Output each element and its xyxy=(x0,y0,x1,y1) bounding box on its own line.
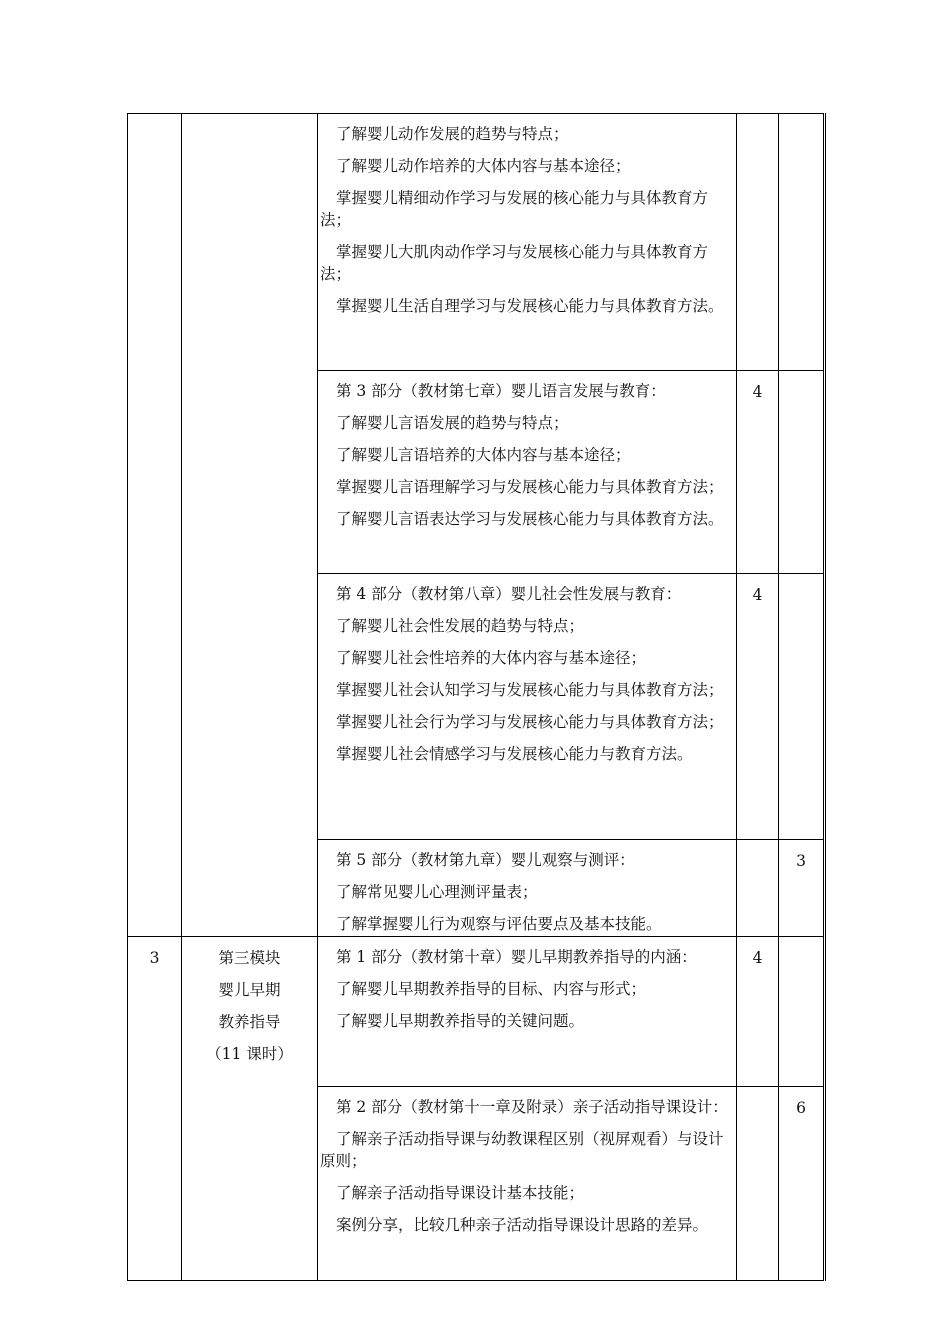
hours-cell-a xyxy=(737,840,779,937)
module-title-line: 第三模块 xyxy=(218,949,281,967)
hours-cell-b xyxy=(779,371,825,574)
hours-cell-a xyxy=(737,937,779,1087)
content-line: 掌握婴儿社会行为学习与发展核心能力与具体教育方法； xyxy=(336,713,724,731)
content-line: 案例分享，比较几种亲子活动指导课设计思路的差异。 xyxy=(336,1216,709,1234)
content-line: 第 5 部分（教材第九章）婴儿观察与测评： xyxy=(336,851,635,869)
content-line: 掌握婴儿大肌肉动作学习与发展核心能力与具体教育方法； xyxy=(320,243,709,283)
hours-value: 6 xyxy=(796,1099,806,1117)
content-line: 了解婴儿动作培养的大体内容与基本途径； xyxy=(336,157,631,175)
content-line: 掌握婴儿社会认知学习与发展核心能力与具体教育方法； xyxy=(336,681,724,699)
content-line: 了解亲子活动指导课与幼教课程区别（视屏观看）与设计原则； xyxy=(320,1130,724,1170)
hours-value: 4 xyxy=(752,383,763,401)
content-line: 第 1 部分（教材第十章）婴儿早期教养指导的内涵： xyxy=(336,948,697,966)
content-line: 了解婴儿动作发展的趋势与特点； xyxy=(336,125,569,143)
hours-value: 4 xyxy=(752,586,763,604)
content-line: 掌握婴儿言语理解学习与发展核心能力与具体教育方法； xyxy=(336,478,724,496)
content-line: 了解婴儿社会性发展的趋势与特点； xyxy=(336,617,585,635)
content-cell xyxy=(318,574,737,840)
content-line: 第 4 部分（教材第八章）婴儿社会性发展与教育： xyxy=(336,585,682,603)
content-line: 第 2 部分（教材第十一章及附录）亲子活动指导课设计： xyxy=(336,1098,728,1116)
content-line: 了解婴儿早期教养指导的目标、内容与形式； xyxy=(336,980,647,998)
content-line: 第 3 部分（教材第七章）婴儿语言发展与教育： xyxy=(336,382,666,400)
course-schedule-table xyxy=(127,113,826,1281)
module-cell xyxy=(182,937,318,1281)
hours-cell-b xyxy=(779,574,825,840)
index-cell xyxy=(128,937,182,1281)
hours-cell-b xyxy=(779,114,825,371)
content-cell xyxy=(318,1087,737,1281)
content-cell xyxy=(318,840,737,937)
module-title-line: 教养指导 xyxy=(218,1013,281,1031)
hours-value xyxy=(737,114,778,124)
content-line: 掌握婴儿生活自理学习与发展核心能力与具体教育方法。 xyxy=(336,297,724,315)
hours-cell-a xyxy=(737,574,779,840)
hours-cell-a xyxy=(737,1087,779,1281)
hours-value xyxy=(779,371,823,381)
hours-value: 4 xyxy=(752,949,763,967)
hours-value xyxy=(737,840,778,850)
module-title-line: （11 课时） xyxy=(206,1045,293,1063)
content-line: 了解婴儿社会性培养的大体内容与基本途径； xyxy=(336,649,647,667)
content-line: 了解掌握婴儿行为观察与评估要点及基本技能。 xyxy=(336,915,662,933)
content-cell xyxy=(318,371,737,574)
module-index: 3 xyxy=(149,949,160,967)
content-cell xyxy=(318,114,737,371)
hours-value xyxy=(779,937,823,947)
hours-cell-b xyxy=(779,840,825,937)
content-line: 了解常见婴儿心理测评量表； xyxy=(336,883,538,901)
content-line: 掌握婴儿社会情感学习与发展核心能力与教育方法。 xyxy=(336,745,693,763)
table-row xyxy=(128,937,825,1087)
hours-value: 3 xyxy=(796,852,806,870)
hours-value xyxy=(779,114,823,124)
content-line: 掌握婴儿精细动作学习与发展的核心能力与具体教育方法； xyxy=(320,189,709,229)
hours-value xyxy=(737,1087,778,1097)
index-cell xyxy=(128,114,182,937)
table-row xyxy=(128,114,825,371)
content-line: 了解亲子活动指导课设计基本技能； xyxy=(336,1184,585,1202)
module-title-line: 婴儿早期 xyxy=(218,981,281,999)
content-line: 了解婴儿言语发展的趋势与特点； xyxy=(336,414,569,432)
hours-cell-b xyxy=(779,937,825,1087)
hours-cell-a xyxy=(737,114,779,371)
hours-value xyxy=(779,574,823,584)
hours-cell-a xyxy=(737,371,779,574)
module-cell xyxy=(182,114,318,937)
content-line: 了解婴儿言语表达学习与发展核心能力与具体教育方法。 xyxy=(336,510,724,528)
content-line: 了解婴儿言语培养的大体内容与基本途径； xyxy=(336,446,631,464)
content-line: 了解婴儿早期教养指导的关键问题。 xyxy=(336,1012,585,1030)
hours-cell-b xyxy=(779,1087,825,1281)
content-cell xyxy=(318,937,737,1087)
